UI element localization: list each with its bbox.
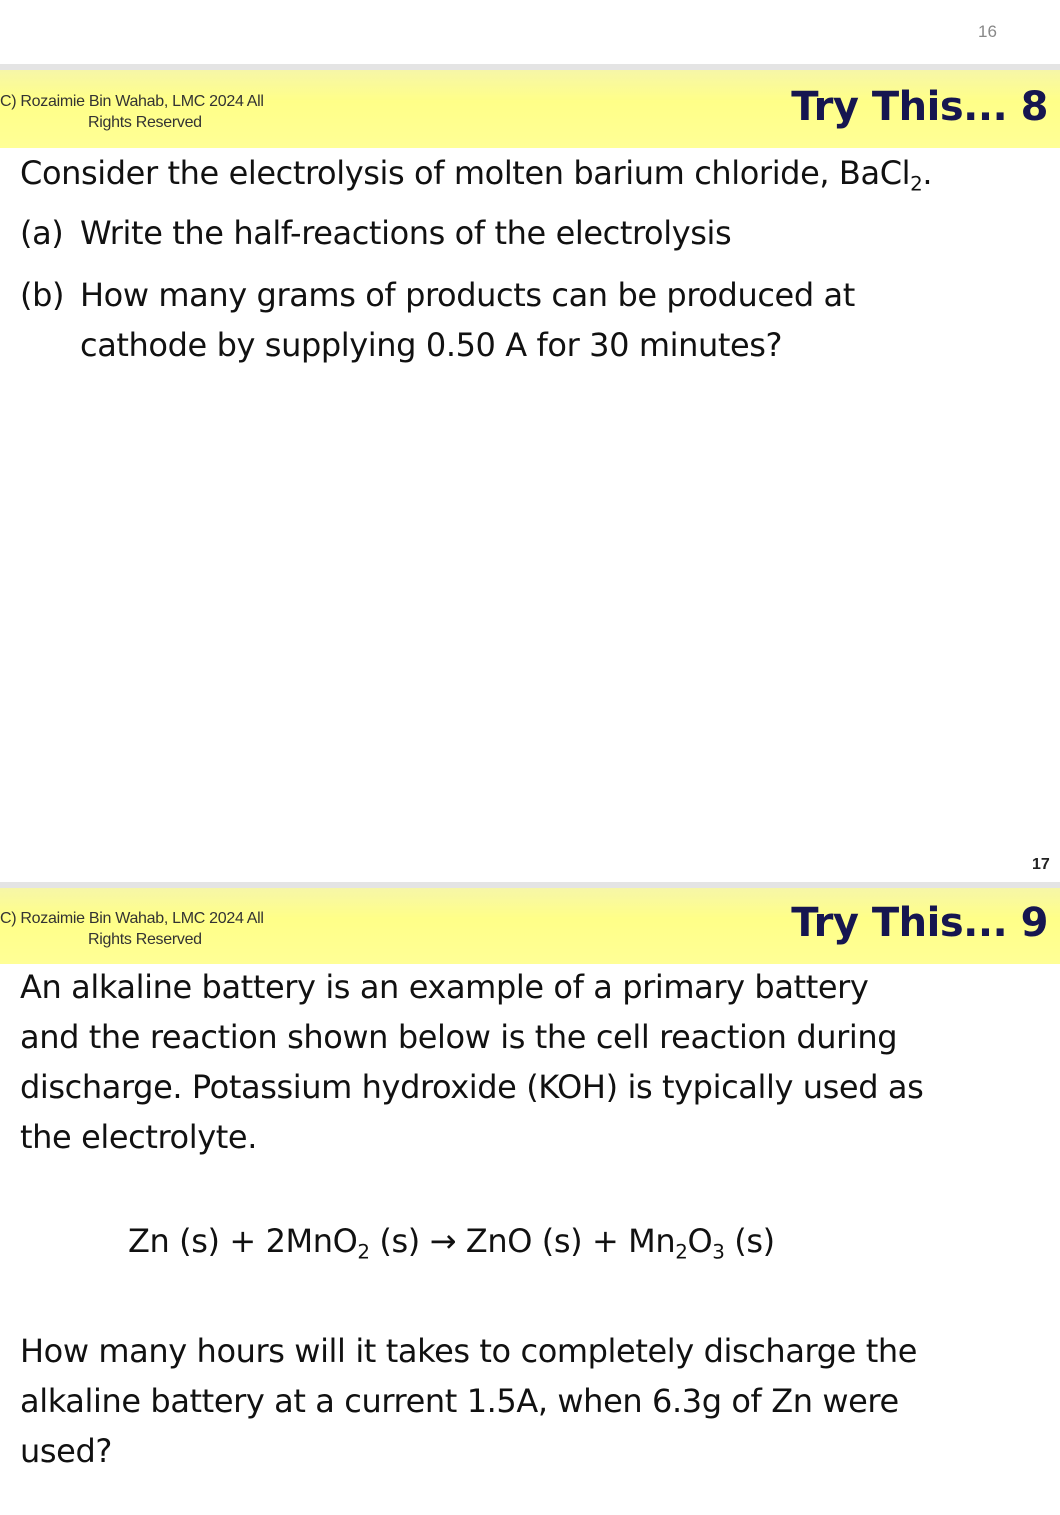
part-b-line-1: How many grams of products can be produced at — [80, 276, 855, 314]
copyright-line-1: C) Rozaimie Bin Wahab, LMC 2024 All — [0, 910, 264, 927]
intro-line: An alkaline battery is an example of a primary battery — [20, 968, 869, 1006]
equation-part: Zn (s) + 2MnO — [128, 1222, 358, 1260]
question-main — [20, 148, 1050, 198]
page-number: 16 — [978, 22, 997, 41]
copyright-notice — [0, 908, 264, 950]
part-a — [20, 208, 1050, 258]
page-number: 17 — [1032, 856, 1050, 873]
equation-part: O — [687, 1222, 713, 1260]
question-main-end: . — [922, 154, 933, 192]
part-b-line-2: cathode by supplying 0.50 A for 30 minutes? — [80, 326, 783, 364]
subscript: 2 — [910, 172, 923, 196]
intro-line: discharge. Potassium hydroxide (KOH) is typically used as — [20, 1068, 924, 1106]
intro-paragraph — [20, 962, 1050, 1162]
chemical-equation — [128, 1216, 1028, 1266]
slide-header-band — [0, 70, 1060, 148]
copyright-line-1: C) Rozaimie Bin Wahab, LMC 2024 All — [0, 93, 264, 110]
intro-line: the electrolyte. — [20, 1118, 257, 1156]
copyright-line-2: Rights Reserved — [88, 931, 202, 948]
copyright-line-2: Rights Reserved — [88, 114, 202, 131]
intro-line: and the reaction shown below is the cell reaction during — [20, 1018, 898, 1056]
question-line: How many hours will it takes to completely discharge the — [20, 1332, 918, 1370]
question-line: used? — [20, 1432, 112, 1470]
slide-title: Try This... 9 — [791, 900, 1048, 946]
subscript: 2 — [357, 1240, 370, 1264]
part-b — [20, 270, 1050, 370]
question-main-text: Consider the electrolysis of molten barium chloride, BaCl — [20, 154, 911, 192]
subscript: 3 — [712, 1240, 725, 1264]
slide-header-band — [0, 888, 1060, 964]
question-paragraph — [20, 1326, 1050, 1476]
part-a-text: Write the half-reactions of the electrolysis — [80, 214, 732, 252]
question-text — [20, 148, 1050, 370]
question-line: alkaline battery at a current 1.5A, when 6.3g of Zn were — [20, 1382, 899, 1420]
copyright-notice — [0, 91, 264, 133]
equation-part: (s) → ZnO (s) + Mn — [369, 1222, 676, 1260]
part-a-label: (a) — [20, 214, 64, 252]
part-b-label: (b) — [20, 276, 65, 314]
slide-title: Try This... 8 — [791, 84, 1048, 130]
equation-part: (s) — [724, 1222, 775, 1260]
subscript: 2 — [675, 1240, 688, 1264]
